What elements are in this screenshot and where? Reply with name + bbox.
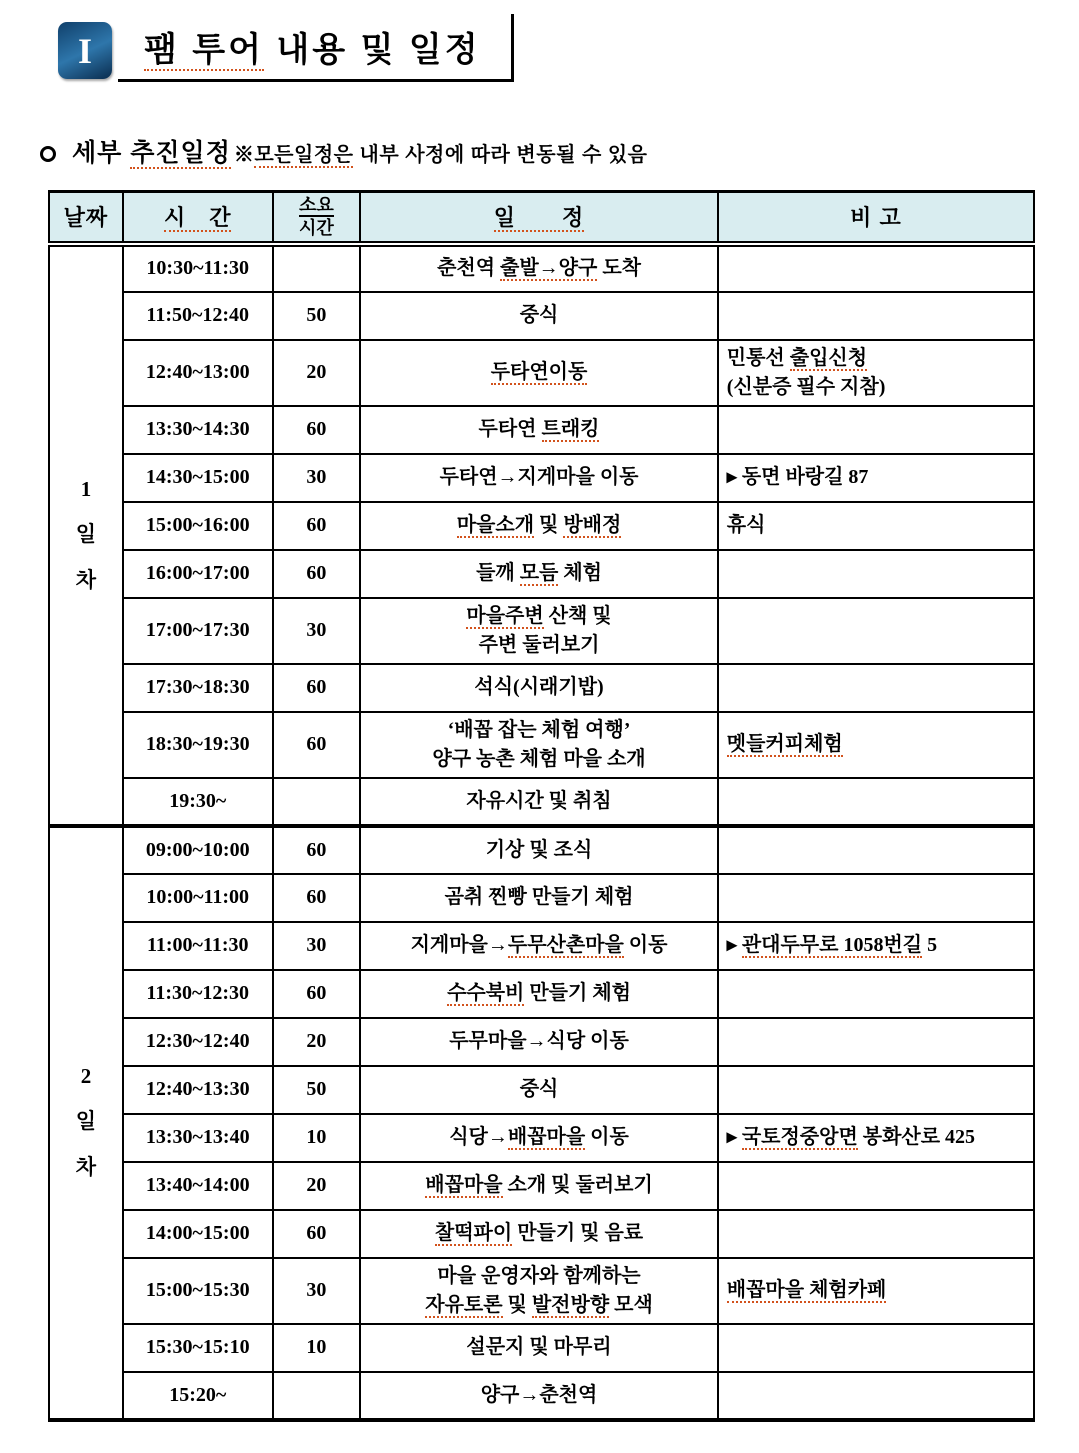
- misspell-squiggle: 멧들커피체험: [726, 733, 843, 755]
- duration-cell: [273, 712, 361, 778]
- table-row: [49, 292, 1034, 340]
- time-cell: [123, 454, 273, 502]
- cell-line: 수수북비 만들기 체험: [447, 982, 631, 1004]
- cell-line: 50: [306, 304, 327, 326]
- time-cell: [123, 922, 273, 970]
- time-cell: [123, 826, 273, 874]
- cell-line: 19:30~: [169, 789, 227, 812]
- note-cell: [718, 1162, 1034, 1210]
- cell-line: [727, 730, 1029, 759]
- duration-cell: [273, 502, 361, 550]
- schedule-cell: [360, 406, 718, 454]
- time-cell: [123, 1258, 273, 1324]
- misspell-squiggle: 추진일정: [130, 139, 231, 167]
- misspell-squiggle: 국토정중앙면: [741, 1126, 858, 1148]
- header-row: [49, 192, 1034, 244]
- note-cell: [718, 502, 1034, 550]
- table-header: [49, 192, 1034, 244]
- time-cell: [123, 970, 273, 1018]
- cell-line: 14:30~15:00: [145, 466, 250, 488]
- misspell-squiggle: 시 간: [163, 205, 232, 231]
- note-cell: [718, 874, 1034, 922]
- schedule-cell: [360, 244, 718, 292]
- misspell-squiggle: 발전방향: [531, 1293, 610, 1316]
- cell-line: ‘배꼽 잡는 체험 여행’: [447, 718, 631, 741]
- schedule-cell: [360, 1018, 718, 1066]
- duration-cell: [273, 244, 361, 292]
- cell-line: 두무마을→식당 이동: [449, 1030, 629, 1052]
- cell-line: 14:00~15:00: [145, 1222, 250, 1244]
- note-cell: [718, 778, 1034, 826]
- time-cell: [123, 1162, 273, 1210]
- misspell-squiggle: 트래킹: [541, 418, 600, 440]
- schedule-cell: [360, 550, 718, 598]
- cell-line: 15:30~15:10: [145, 1336, 250, 1358]
- note-cell: [718, 244, 1034, 292]
- misspell-squiggle: 출발→양구: [500, 257, 598, 279]
- misspell-squiggle: 수수북비: [447, 982, 525, 1004]
- schedule-table: [48, 190, 1035, 1422]
- time-cell: [123, 1066, 273, 1114]
- cell-line: 60: [306, 982, 327, 1004]
- cell-line: 지게마을→두무산촌마을 이동: [410, 934, 668, 956]
- schedule-cell: [360, 1066, 718, 1114]
- misspell-squiggle: 팸 투어: [144, 31, 264, 69]
- cell-line: 배꼽마을 소개 및 둘러보기: [425, 1174, 653, 1196]
- time-cell: [123, 406, 273, 454]
- table-row: [49, 778, 1034, 826]
- duration-cell: [273, 454, 361, 502]
- note-cell: [718, 1210, 1034, 1258]
- cell-line: 30: [306, 934, 327, 956]
- day-label: 2 일 차: [75, 1064, 97, 1179]
- note-cell: [718, 406, 1034, 454]
- note-cell: [718, 1066, 1034, 1114]
- note-cell: [718, 1018, 1034, 1066]
- time-cell: [123, 664, 273, 712]
- cell-line: 석식(시래기밥): [474, 676, 604, 698]
- cell-line: 20: [306, 1030, 327, 1052]
- table-row: [49, 1258, 1034, 1324]
- duration-cell: [273, 1162, 361, 1210]
- schedule-cell: [360, 598, 718, 664]
- note-cell: [718, 1372, 1034, 1420]
- time-cell: [123, 1114, 273, 1162]
- cell-line: 12:30~12:40: [145, 1030, 250, 1052]
- cell-line: 20: [306, 361, 327, 383]
- time-cell: [123, 778, 273, 826]
- time-cell: [123, 1372, 273, 1420]
- cell-line: ▸ 국토정중앙면 봉화산로 425: [726, 1126, 976, 1148]
- table-body: [49, 244, 1034, 1420]
- subtitle-text: 세부 추진일정: [72, 139, 231, 167]
- misspell-squiggle: 찰떡파이: [434, 1222, 513, 1244]
- misspell-squiggle: 관대두무로 1058번길: [741, 934, 923, 956]
- duration-cell: [273, 1324, 361, 1372]
- duration-cell: [273, 406, 361, 454]
- duration-cell: [273, 970, 361, 1018]
- date-cell-day1: [49, 244, 123, 826]
- schedule-cell: [360, 874, 718, 922]
- cell-line: 18:30~19:30: [145, 733, 250, 755]
- section-numeral-box: [58, 22, 112, 79]
- header-date: 날짜: [49, 192, 123, 244]
- duration-cell: [273, 1372, 361, 1420]
- duration-cell: [273, 598, 361, 664]
- header-time: [123, 192, 273, 244]
- cell-line: 춘천역 출발→양구 도착: [437, 257, 641, 279]
- time-cell: [123, 502, 273, 550]
- table-row: [49, 1210, 1034, 1258]
- note-cell: [718, 550, 1034, 598]
- note-cell: [718, 1114, 1034, 1162]
- header-schedule: [360, 192, 718, 244]
- time-cell: [123, 874, 273, 922]
- cell-line: 중식: [519, 304, 559, 326]
- cell-line: 10: [306, 1126, 327, 1148]
- table-row: [49, 340, 1034, 406]
- cell-line: 두타연 트래킹: [478, 418, 600, 440]
- table-row: [49, 1162, 1034, 1210]
- schedule-cell: [360, 826, 718, 874]
- misspell-squiggle: 방배정: [563, 514, 622, 536]
- cell-line: 두타연→지게마을 이동: [439, 466, 639, 488]
- subtitle-note: ※모든일정은 내부 사정에 따라 변동될 수 있음: [233, 144, 648, 166]
- time-cell: [123, 292, 273, 340]
- header-note: 비 고: [718, 192, 1034, 244]
- time-cell: [123, 712, 273, 778]
- cell-line: 양구→춘천역: [480, 1383, 598, 1406]
- table-row: [49, 244, 1034, 292]
- misspell-squiggle: 출입신청: [789, 346, 868, 369]
- cell-line: 16:00~17:00: [145, 562, 250, 584]
- cell-line: 10: [306, 1336, 327, 1358]
- time-cell: [123, 1210, 273, 1258]
- time-cell: [123, 340, 273, 406]
- schedule-cell: [360, 1114, 718, 1162]
- misspell-squiggle: 모든일정은: [254, 144, 354, 166]
- cell-line: ▸ 관대두무로 1058번길 5: [726, 934, 938, 956]
- cell-line: 60: [306, 1222, 327, 1244]
- header-duration-line1: 소요: [299, 195, 334, 216]
- duration-cell: [273, 1210, 361, 1258]
- cell-line: 양구 농촌 체험 마을 소개: [432, 747, 646, 770]
- table-row: [49, 664, 1034, 712]
- misspell-squiggle: 자유토론: [425, 1293, 503, 1316]
- schedule-cell: [360, 778, 718, 826]
- date-cell-day2: [49, 826, 123, 1420]
- cell-line: 60: [306, 886, 327, 908]
- cell-line: 12:40~13:30: [145, 1078, 250, 1100]
- table-row: [49, 1324, 1034, 1372]
- cell-line: 마을소개 및 방배정: [456, 514, 622, 536]
- duration-cell: [273, 778, 361, 826]
- note-cell: [718, 664, 1034, 712]
- schedule-cell: [360, 970, 718, 1018]
- misspell-squiggle: 두무산촌마을: [507, 934, 624, 956]
- table-row: [49, 1372, 1034, 1420]
- cell-line: 설문지 및 마무리: [466, 1336, 612, 1358]
- cell-line: 11:30~12:30: [146, 982, 250, 1004]
- cell-line: 15:00~16:00: [145, 514, 250, 536]
- cell-line: 15:20~: [169, 1383, 227, 1406]
- cell-line: 휴식: [726, 514, 766, 536]
- cell-line: 60: [306, 838, 327, 861]
- note-cell: [718, 340, 1034, 406]
- note-cell: [718, 970, 1034, 1018]
- cell-line: 30: [306, 619, 327, 641]
- misspell-squiggle: 두타연이동: [490, 361, 588, 383]
- cell-line: 50: [306, 1078, 327, 1100]
- table-row: [49, 502, 1034, 550]
- note-cell: [718, 826, 1034, 874]
- note-cell: [718, 598, 1034, 664]
- duration-cell: [273, 664, 361, 712]
- day-label: 1 일 차: [75, 476, 97, 592]
- schedule-cell: [360, 922, 718, 970]
- cell-line: [727, 1276, 1029, 1305]
- table-row: [49, 970, 1034, 1018]
- duration-cell: [273, 922, 361, 970]
- note-cell: [718, 1324, 1034, 1372]
- schedule-cell: [360, 292, 718, 340]
- misspell-squiggle: 배꼽마을: [507, 1126, 586, 1148]
- subtitle-line: [40, 133, 647, 169]
- cell-line: 10:00~11:00: [146, 886, 250, 908]
- cell-line: 11:00~11:30: [146, 934, 249, 956]
- header-duration: [273, 192, 361, 244]
- misspell-squiggle: 모듬: [519, 562, 559, 584]
- schedule-cell: [360, 454, 718, 502]
- note-cell: [718, 292, 1034, 340]
- table-row: [49, 598, 1034, 664]
- schedule-cell: [360, 502, 718, 550]
- circle-bullet-icon: [40, 146, 56, 162]
- duration-cell: [273, 550, 361, 598]
- cell-line: 식당→배꼽마을 이동: [449, 1126, 629, 1148]
- cell-line: 60: [306, 562, 327, 584]
- table-row: [49, 406, 1034, 454]
- cell-line: 마을 운영자와 함께하는: [437, 1264, 641, 1287]
- table-row: [49, 550, 1034, 598]
- schedule-cell: [360, 1162, 718, 1210]
- cell-line: 들깨 모듬 체험: [476, 562, 602, 584]
- table-row: [49, 922, 1034, 970]
- time-cell: [123, 550, 273, 598]
- cell-line: 11:50~12:40: [146, 304, 250, 326]
- cell-line: 10:30~11:30: [146, 257, 250, 279]
- duration-cell: [273, 340, 361, 406]
- schedule-cell: [360, 1210, 718, 1258]
- time-cell: [123, 244, 273, 292]
- table-row: [49, 1114, 1034, 1162]
- schedule-cell: [360, 712, 718, 778]
- table-row: [49, 826, 1034, 874]
- section-numeral: I: [77, 30, 92, 71]
- time-cell: [123, 598, 273, 664]
- table-row: [49, 712, 1034, 778]
- misspell-squiggle: 마을주변: [466, 604, 544, 627]
- cell-line: 17:00~17:30: [145, 619, 250, 641]
- time-cell: [123, 1018, 273, 1066]
- misspell-squiggle: 일 정: [493, 205, 585, 231]
- table-row: [49, 454, 1034, 502]
- cell-line: 자유시간 및 취침: [466, 789, 612, 812]
- cell-line: 20: [306, 1174, 327, 1196]
- cell-line: 15:00~15:30: [145, 1279, 250, 1301]
- title-box: [118, 14, 514, 82]
- duration-cell: [273, 1018, 361, 1066]
- time-cell: [123, 1324, 273, 1372]
- table-row: [49, 1066, 1034, 1114]
- duration-cell: [273, 874, 361, 922]
- note-cell: [718, 454, 1034, 502]
- cell-line: ▸ 동면 바랑길 87: [726, 466, 869, 488]
- cell-line: 주변 둘러보기: [478, 633, 600, 656]
- cell-line: 중식: [519, 1078, 559, 1100]
- schedule-cell: [360, 1324, 718, 1372]
- cell-line: 60: [306, 733, 327, 755]
- cell-line: 60: [306, 418, 327, 440]
- misspell-squiggle: 배꼽마을: [425, 1174, 503, 1196]
- cell-line: [365, 358, 713, 387]
- duration-cell: [273, 1114, 361, 1162]
- cell-line: 30: [306, 466, 327, 488]
- duration-cell: [273, 292, 361, 340]
- note-cell: [718, 712, 1034, 778]
- schedule-cell: [360, 1372, 718, 1420]
- cell-line: 13:30~13:40: [145, 1126, 250, 1148]
- note-cell: [718, 922, 1034, 970]
- cell-line: 12:40~13:00: [145, 361, 250, 383]
- cell-line: 찰떡파이 만들기 및 음료: [434, 1222, 644, 1244]
- cell-line: 민통선 출입신청: [726, 346, 868, 369]
- misspell-squiggle: 배꼽마을 체험카페: [726, 1279, 887, 1301]
- schedule-cell: [360, 1258, 718, 1324]
- cell-line: 기상 및 조식: [485, 838, 593, 861]
- duration-cell: [273, 1258, 361, 1324]
- table-row: [49, 874, 1034, 922]
- misspell-squiggle: 마을소개: [456, 514, 535, 536]
- cell-line: (신분증 필수 지참): [726, 375, 886, 398]
- page-title: 팸 투어 내용 및 일정: [144, 31, 481, 69]
- cell-line: 30: [306, 1279, 327, 1301]
- cell-line: 13:40~14:00: [145, 1174, 250, 1196]
- schedule-cell: [360, 340, 718, 406]
- duration-cell: [273, 826, 361, 874]
- cell-line: 곰취 찐빵 만들기 체험: [444, 886, 634, 908]
- cell-line: 17:30~18:30: [145, 676, 250, 698]
- cell-line: 60: [306, 514, 327, 536]
- cell-line: 09:00~10:00: [145, 838, 250, 861]
- schedule-cell: [360, 664, 718, 712]
- table-row: [49, 1018, 1034, 1066]
- cell-line: 13:30~14:30: [145, 418, 250, 440]
- cell-line: 60: [306, 676, 327, 698]
- cell-line: 마을주변 산책 및: [466, 604, 612, 627]
- note-cell: [718, 1258, 1034, 1324]
- duration-cell: [273, 1066, 361, 1114]
- header-duration-line2: 시간: [299, 217, 334, 238]
- cell-line: 자유토론 및 발전방향 모색: [425, 1293, 653, 1316]
